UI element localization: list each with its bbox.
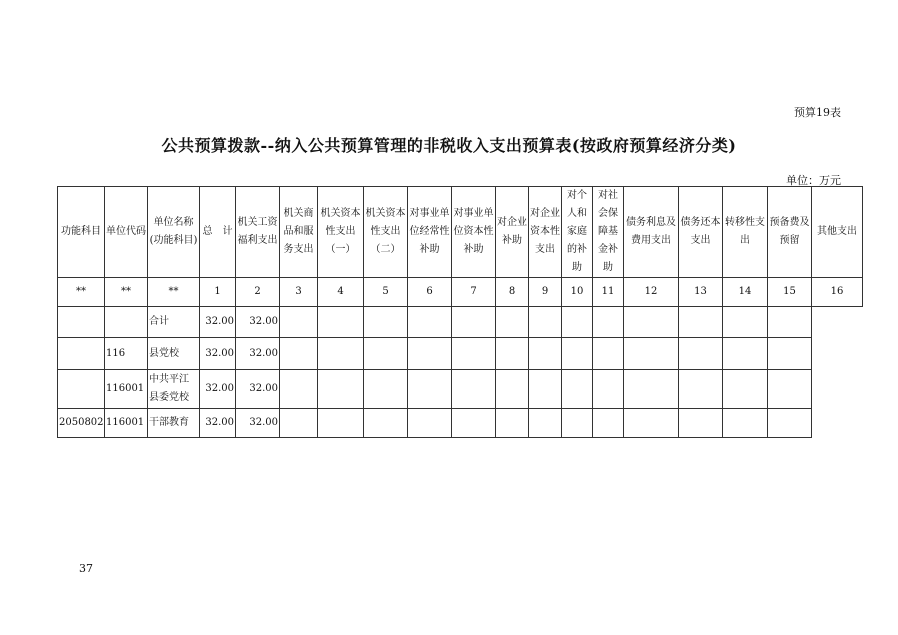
empty-cell	[364, 370, 408, 409]
empty-cell	[280, 370, 318, 409]
empty-cell	[593, 409, 624, 438]
column-number-cell: 14	[723, 278, 768, 307]
header-cell: 对个人和家庭的补助	[562, 187, 593, 278]
header-cell: 对企业资本性支出	[529, 187, 562, 278]
empty-cell	[408, 370, 452, 409]
header-cell: 单位名称(功能科目)	[148, 187, 200, 278]
unit-name-cell: 中共平江县委党校	[148, 370, 200, 409]
empty-cell	[679, 338, 723, 370]
empty-cell	[364, 409, 408, 438]
empty-cell	[679, 409, 723, 438]
empty-cell	[624, 409, 679, 438]
column-number-cell: 2	[236, 278, 280, 307]
function-code-cell	[58, 370, 105, 409]
header-cell: 对事业单位经常性补助	[408, 187, 452, 278]
empty-cell	[624, 307, 679, 338]
empty-cell	[562, 370, 593, 409]
column-number-cell: 7	[452, 278, 496, 307]
empty-cell	[768, 307, 812, 338]
table-row	[58, 307, 863, 338]
empty-cell	[318, 409, 364, 438]
empty-cell	[768, 338, 812, 370]
empty-cell	[364, 338, 408, 370]
empty-cell	[593, 307, 624, 338]
empty-cell	[723, 409, 768, 438]
empty-cell	[529, 338, 562, 370]
empty-cell	[593, 338, 624, 370]
empty-cell	[408, 338, 452, 370]
header-row	[58, 187, 863, 278]
empty-cell	[452, 370, 496, 409]
empty-cell	[562, 307, 593, 338]
header-cell: 总 计	[200, 187, 236, 278]
table-number: 预算19表	[794, 106, 841, 119]
column-number-cell: 4	[318, 278, 364, 307]
header-cell: 债务利息及费用支出	[624, 187, 679, 278]
empty-cell	[562, 338, 593, 370]
column-number-cell: 5	[364, 278, 408, 307]
header-cell: 对企业补助	[496, 187, 529, 278]
empty-cell	[768, 409, 812, 438]
total-cell: 32.00	[200, 409, 236, 438]
column-number-cell: **	[58, 278, 105, 307]
column-number-cell: 3	[280, 278, 318, 307]
column-number-cell: 15	[768, 278, 812, 307]
header-cell: 预备费及预留	[768, 187, 812, 278]
table-row	[58, 338, 863, 370]
empty-cell	[679, 307, 723, 338]
header-cell: 转移性支出	[723, 187, 768, 278]
column-number-cell: **	[105, 278, 148, 307]
unit-name-cell: 干部教育	[148, 409, 200, 438]
column-number-cell: 13	[679, 278, 723, 307]
empty-cell	[593, 370, 624, 409]
empty-cell	[318, 307, 364, 338]
function-code-cell	[58, 338, 105, 370]
empty-cell	[529, 370, 562, 409]
wages-cell: 32.00	[236, 307, 280, 338]
empty-cell	[280, 338, 318, 370]
header-cell: 机关工资福利支出	[236, 187, 280, 278]
column-number-cell: 6	[408, 278, 452, 307]
empty-cell	[452, 338, 496, 370]
empty-cell	[529, 409, 562, 438]
empty-cell	[280, 307, 318, 338]
empty-cell	[318, 370, 364, 409]
empty-cell	[624, 370, 679, 409]
header-cell: 机关商品和服务支出	[280, 187, 318, 278]
empty-cell	[318, 338, 364, 370]
column-number-cell: **	[148, 278, 200, 307]
empty-cell	[529, 307, 562, 338]
header-cell: 机关资本性支出（一）	[318, 187, 364, 278]
header-cell: 债务还本支出	[679, 187, 723, 278]
empty-cell	[496, 307, 529, 338]
wages-cell: 32.00	[236, 338, 280, 370]
empty-cell	[496, 338, 529, 370]
header-cell: 对社会保障基金补助	[593, 187, 624, 278]
budget-table	[57, 186, 863, 438]
empty-cell	[452, 409, 496, 438]
page-number: 37	[79, 562, 93, 575]
empty-cell	[496, 409, 529, 438]
column-number-cell: 8	[496, 278, 529, 307]
total-cell: 32.00	[200, 338, 236, 370]
empty-cell	[364, 307, 408, 338]
empty-cell	[723, 307, 768, 338]
empty-cell	[408, 307, 452, 338]
table-row	[58, 370, 863, 409]
total-cell: 32.00	[200, 307, 236, 338]
header-cell: 对事业单位资本性补助	[452, 187, 496, 278]
column-number-cell: 10	[562, 278, 593, 307]
column-number-cell: 11	[593, 278, 624, 307]
function-code-cell: 2050802	[58, 409, 105, 438]
empty-cell	[452, 307, 496, 338]
empty-cell	[723, 338, 768, 370]
unit-code-cell: 116	[105, 338, 148, 370]
header-cell: 单位代码	[105, 187, 148, 278]
header-cell: 功能科目	[58, 187, 105, 278]
empty-cell	[723, 370, 768, 409]
table-row	[58, 409, 863, 438]
wages-cell: 32.00	[236, 409, 280, 438]
unit-name-cell: 合计	[148, 307, 200, 338]
column-number-cell: 9	[529, 278, 562, 307]
unit-name-cell: 县党校	[148, 338, 200, 370]
total-cell: 32.00	[200, 370, 236, 409]
unit-label: 单位：万元	[786, 174, 841, 187]
column-number-row	[58, 278, 863, 307]
empty-cell	[679, 370, 723, 409]
column-number-cell: 1	[200, 278, 236, 307]
empty-cell	[562, 409, 593, 438]
unit-code-cell: 116001	[105, 409, 148, 438]
column-number-cell: 16	[812, 278, 863, 307]
empty-cell	[280, 409, 318, 438]
header-cell: 其他支出	[812, 187, 863, 278]
unit-code-cell: 116001	[105, 370, 148, 409]
header-cell: 机关资本性支出（二）	[364, 187, 408, 278]
empty-cell	[624, 338, 679, 370]
empty-cell	[768, 370, 812, 409]
page-title: 公共预算拨款--纳入公共预算管理的非税收入支出预算表(按政府预算经济分类)	[161, 136, 737, 155]
empty-cell	[408, 409, 452, 438]
column-number-cell: 12	[624, 278, 679, 307]
function-code-cell	[58, 307, 105, 338]
empty-cell	[496, 370, 529, 409]
unit-code-cell	[105, 307, 148, 338]
wages-cell: 32.00	[236, 370, 280, 409]
